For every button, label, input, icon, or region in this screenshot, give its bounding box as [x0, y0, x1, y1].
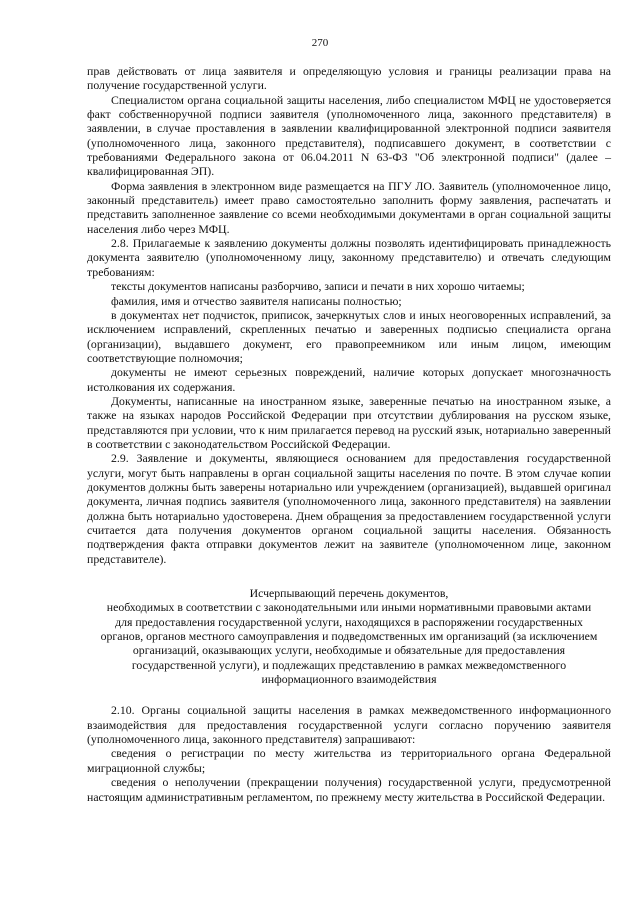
heading-line: необходимых в соответствии с законодательными или иными нормативными правовыми актами — [106, 600, 592, 615]
paragraph: Документы, написанные на иностранном языке, заверенные печатью на иностранном языке, а также на языках народов Российской Федерации при отсутствии дублирования на русском языке, представляются при условии, что к ним прилагается перевод на русский язык, нотариально заверенный в соответствии с законодательством Российской Федерации. — [87, 393, 611, 451]
section-heading — [87, 586, 611, 686]
paragraph: сведения о регистрации по месту жительства из территориального органа Федеральной миграционной службы; — [87, 746, 611, 775]
heading-line: Исчерпывающий перечень документов, — [249, 586, 449, 601]
heading-line: информационного взаимодействия — [261, 672, 437, 687]
heading-line: для предоставления государственной услуги, находящихся в распоряжении государственных — [115, 614, 583, 629]
heading-line: организаций, оказывающих услуги, необходимые и обязательные для предоставления — [132, 643, 566, 658]
page-number: 270 — [311, 37, 329, 49]
document-body — [87, 64, 611, 804]
heading-line: государственной услуги), и подлежащих представлению в рамках межведомственного — [131, 657, 567, 672]
paragraph: прав действовать от лица заявителя и определяющую условия и границы реализации права на получение государственной услуги. — [87, 64, 611, 93]
paragraph: документы не имеют серьезных повреждений, наличие которых допускает многозначность истолкования их содержания. — [87, 365, 611, 394]
paragraph: Специалистом органа социальной защиты населения, либо специалистом МФЦ не удостоверяется факт собственноручной подписи заявителя (уполномоченного лица, законного представителя) в заявлении, в случае проставления в заявлении квалифицированной электронной подписи заявителя (уполномоченного лица, законного представителя), подписавшего документ, в соответствии с требованиями Федерального закона от 06.04.2011 N 63-ФЗ "Об электронной подписи" (далее – квалифицированная ЭП). — [87, 92, 611, 179]
heading-line: органов, органов местного самоуправления и подведомственных им организаций (за исключением — [100, 629, 598, 644]
paragraph: Форма заявления в электронном виде размещается на ПГУ ЛО. Заявитель (уполномоченное лицо, законный представитель) имеет право самостоятельно заполнить форму заявления, распечатать и представить заполненное заявление со всеми необходимыми документами в орган социальной защиты населения либо через МФЦ. — [87, 178, 611, 236]
paragraph: 2.10. Органы социальной защиты населения в рамках межведомственного информационного взаимодействия для предоставления государственной услуги согласно поручению заявителя (уполномоченного лица, законного представителя) запрашивают: — [87, 703, 611, 747]
paragraph: сведения о неполучении (прекращении получения) государственной услуги, предусмотренной настоящим административным регламентом, по прежнему месту жительства в Российской Федерации. — [87, 775, 611, 804]
paragraph: 2.9. Заявление и документы, являющиеся основанием для предоставления государственной услуги, могут быть направлены в орган социальной защиты населения по почте. В этом случае копии документов должны быть заверены нотариально или учреждением (организацией), выдавшей оригинал документа, личная подпись заявителя (уполномоченного лица, законного представителя) на заявлении должна быть нотариально удостоверена. Днем обращения за предоставлением государственной услуги считается дата получения документов органом социальной защиты населения. Обязанность подтверждения факта отправки документов лежит на заявителе (уполномоченном лице, законном представителе). — [87, 451, 611, 566]
paragraph: в документах нет подчисток, приписок, зачеркнутых слов и иных неоговоренных исправлений, за исключением исправлений, скрепленных печатью и заверенных подписью специалиста органа (организации), выдавшего документ, его правопреемником или иным лицом, имеющим соответствующие полномочия; — [87, 307, 611, 365]
paragraph: тексты документов написаны разборчиво, записи и печати в них хорошо читаемы; — [111, 279, 525, 294]
paragraphs-top — [87, 64, 611, 566]
paragraphs-bottom — [87, 703, 611, 803]
paragraph: 2.8. Прилагаемые к заявлению документы должны позволять идентифицировать принадлежность документа заявителю (уполномоченному лицу, законному представителю) и отвечать следующим требованиям: — [87, 236, 611, 279]
paragraph: фамилия, имя и отчество заявителя написаны полностью; — [111, 293, 402, 308]
